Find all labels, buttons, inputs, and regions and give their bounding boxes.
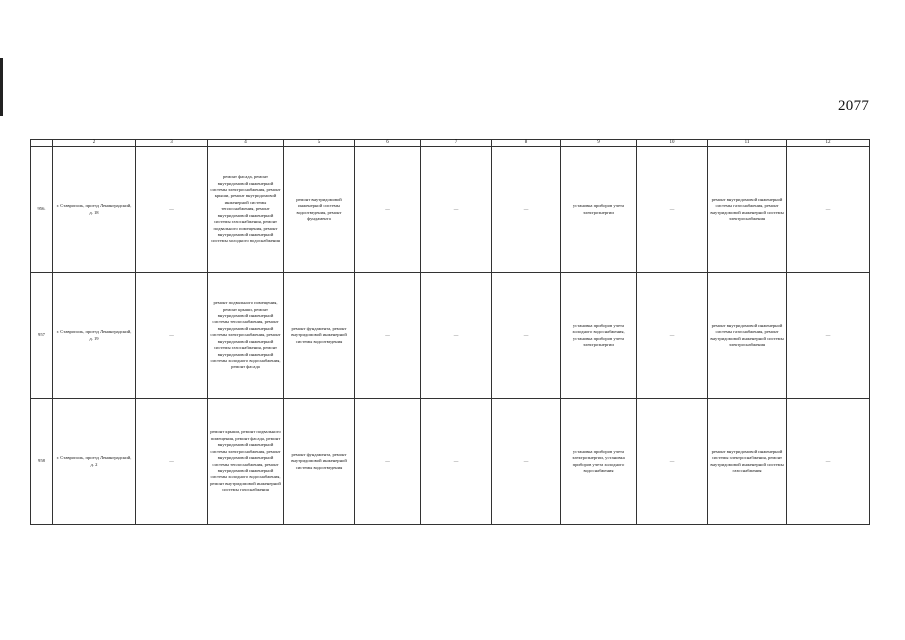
empty-dash-cell: — (136, 399, 208, 525)
column-header: 7 (421, 140, 492, 147)
row-number: 956. (31, 147, 53, 273)
address-cell: г. Ставрополь, проезд Ленинградский, д. 18 (53, 147, 136, 273)
empty-dash-cell: — (492, 399, 561, 525)
works-list-cell: ремонт фундамента, ремонт внутридомовой инженерной системы водоотведения (284, 273, 355, 399)
page-number: 2077 (838, 98, 870, 114)
works-list-cell: ремонт фундамента, ремонт внутридомовой инженерной системы водоотведения (284, 399, 355, 525)
empty-dash-cell: — (637, 147, 708, 273)
empty-dash-cell: — (492, 273, 561, 399)
column-header: 10 (637, 140, 708, 147)
row-number: 958 (31, 399, 53, 525)
column-header (31, 140, 53, 147)
column-header: 4 (208, 140, 284, 147)
empty-dash-cell: — (355, 273, 421, 399)
works-list-cell: ремонт крыши, ремонт подвального помещения, ремонт фасада, ремонт внутридомовой инженерной системы электроснабжения, ремонт внутридомовой инженерной системы теплоснабжения, ремонт внутридомовой инженерной системы холодного водоснабжения, ремонт внутридомовой инженерной системы газоснабжения (208, 399, 284, 525)
empty-dash-cell: — (136, 273, 208, 399)
empty-dash-cell: — (421, 147, 492, 273)
column-header: 2 (53, 140, 136, 147)
empty-dash-cell: — (421, 399, 492, 525)
empty-dash-cell: — (637, 399, 708, 525)
column-header: 5 (284, 140, 355, 147)
column-header: 6 (355, 140, 421, 147)
empty-dash-cell: — (787, 273, 870, 399)
address-cell: г. Ставрополь, проезд Ленинградский, д. 19 (53, 273, 136, 399)
works-list-cell: ремонт внутридомовой инженерной системы газоснабжения, ремонт внутридомовой инженерной системы электроснабжения (708, 273, 787, 399)
column-header: 8 (492, 140, 561, 147)
column-header: 3 (136, 140, 208, 147)
column-header: 12 (787, 140, 870, 147)
works-list-cell: ремонт внутридомовой инженерной системы электроснабжения, ремонт внутридомовой инженерной системы газоснабжения (708, 399, 787, 525)
works-list-cell: ремонт фасада, ремонт внутридомовой инженерной системы электроснабжения, ремонт крыши, ремонт внутридомовой инженерной системы теплоснабжения, ремонт внутридомовой инженерной системы газоснабжения, ремонт подвального помещения, ремонт внутридомовой инженерной системы холодного водоснабжения (208, 147, 284, 273)
column-number-row (31, 140, 870, 147)
table-row (31, 399, 870, 525)
table-row (31, 147, 870, 273)
works-list-cell: ремонт внутридомовой инженерной системы газоснабжения, ремонт внутридомовой инженерной системы электроснабжения (708, 147, 787, 273)
row-number: 957 (31, 273, 53, 399)
works-list-cell: установка приборов учета холодного водоснабжения, установка приборов учета электроэнергии (561, 273, 637, 399)
empty-dash-cell: — (136, 147, 208, 273)
margin-mark (0, 58, 3, 116)
empty-dash-cell: — (787, 399, 870, 525)
table-row (31, 273, 870, 399)
empty-dash-cell: — (492, 147, 561, 273)
column-header: 9 (561, 140, 637, 147)
works-list-cell: ремонт подвального помещения, ремонт крыши, ремонт внутридомовой инженерной системы теплоснабжения, ремонт внутридомовой инженерной системы электроснабжения, ремонт внутридомовой инженерной системы газоснабжения, ремонт внутридомовой инженерной системы холодного водоснабжения, ремонт фасада (208, 273, 284, 399)
works-list-cell: установка приборов учета электроэнергии, установка приборов учета холодного водоснабжения (561, 399, 637, 525)
empty-dash-cell: — (787, 147, 870, 273)
empty-dash-cell: — (637, 273, 708, 399)
column-header: 11 (708, 140, 787, 147)
program-table (30, 139, 870, 525)
works-list-cell: установка приборов учета электроэнергии (561, 147, 637, 273)
empty-dash-cell: — (421, 273, 492, 399)
address-cell: г. Ставрополь, проезд Ленинградский, д. 2 (53, 399, 136, 525)
empty-dash-cell: — (355, 147, 421, 273)
empty-dash-cell: — (355, 399, 421, 525)
works-list-cell: ремонт внутридомовой инженерной системы водоотведения, ремонт фундамента (284, 147, 355, 273)
